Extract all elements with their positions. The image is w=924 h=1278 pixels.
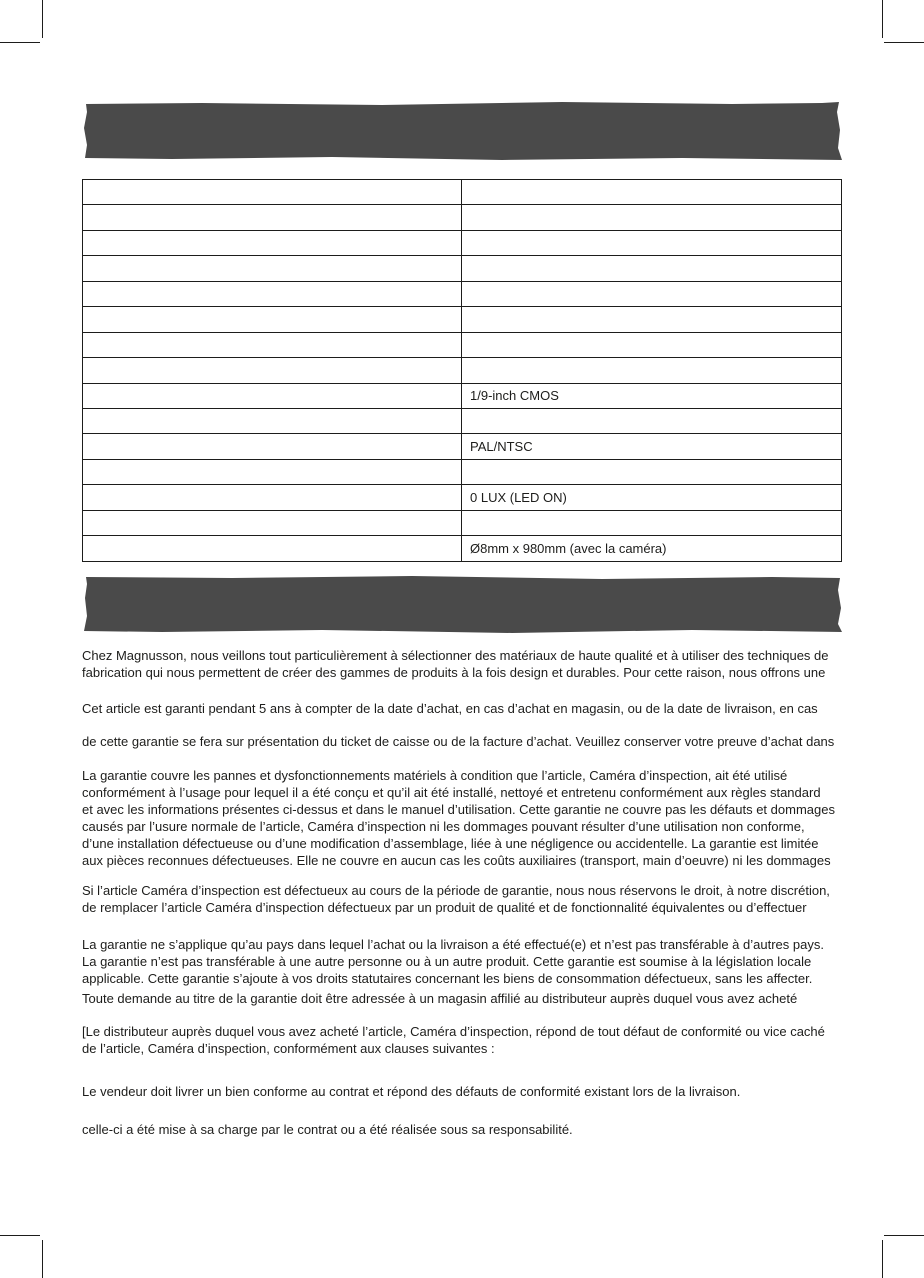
spec-value-cell — [462, 205, 842, 230]
spec-row — [83, 383, 842, 408]
warranty-line: et avec les informations présentes ci-dessus et dans le manuel d’utilisation. Cette garantie ne couvre pas les défauts et dommages — [82, 802, 835, 817]
crop-mark — [882, 1240, 883, 1278]
warranty-line: applicable. Cette garantie s’ajoute à vos droits statutaires concernant les biens de consommation défectueux, sans les affecter. — [82, 971, 813, 986]
spec-label-cell — [83, 358, 462, 383]
banner-brush-shape — [84, 576, 842, 633]
crop-mark — [884, 42, 924, 43]
spec-row — [83, 358, 842, 383]
warranty-paragraph — [82, 936, 842, 987]
warranty-line: de remplacer l’article Caméra d’inspection défectueux par un produit de qualité et de fonctionnalité équivalentes ou d’effectuer — [82, 900, 807, 915]
warranty-line: La garantie n’est pas transférable à une autre personne ou à un autre produit. Cette garantie est soumise à la législation locale — [82, 954, 812, 969]
banner-brush-shape — [84, 102, 842, 160]
spec-label-cell — [83, 332, 462, 357]
spec-label-cell — [83, 510, 462, 535]
spec-value-cell: 0 LUX (LED ON) — [462, 485, 842, 510]
spec-label-cell — [83, 307, 462, 332]
spec-value-cell: 1/9-inch CMOS — [462, 383, 842, 408]
crop-mark — [42, 0, 43, 38]
spec-value-cell — [462, 307, 842, 332]
specifications-banner — [82, 100, 844, 162]
spec-value-cell — [462, 180, 842, 205]
warranty-line: causés par l’usure normale de l’article, Caméra d’inspection ni les dommages pouvant résulter d’une utilisation non conforme, — [82, 819, 805, 834]
crop-mark — [0, 42, 40, 43]
warranty-line: de l’article, Caméra d’inspection, conformément aux clauses suivantes : — [82, 1041, 495, 1056]
spec-row — [83, 459, 842, 484]
spec-label-cell — [83, 536, 462, 561]
spec-label-cell — [83, 281, 462, 306]
spec-row — [83, 536, 842, 561]
warranty-line: La garantie ne s’applique qu’au pays dans lequel l’achat ou la livraison a été effectué(e) et n’est pas transférable à d’autres pays. — [82, 937, 824, 952]
spec-value-cell — [462, 510, 842, 535]
spec-value-cell — [462, 256, 842, 281]
spec-value-cell — [462, 358, 842, 383]
spec-row — [83, 281, 842, 306]
warranty-paragraph — [82, 1083, 842, 1100]
spec-label-cell — [83, 180, 462, 205]
warranty-paragraph — [82, 733, 842, 750]
warranty-line: La garantie couvre les pannes et dysfonctionnements matériels à condition que l’article, Caméra d’inspection, ait été utilisé — [82, 768, 788, 783]
spec-label-cell — [83, 256, 462, 281]
warranty-line: Le vendeur doit livrer un bien conforme au contrat et répond des défauts de conformité existant lors de la livraison. — [82, 1084, 741, 1099]
spec-value-cell — [462, 230, 842, 255]
warranty-paragraph — [82, 647, 842, 681]
spec-value-cell — [462, 332, 842, 357]
spec-label-cell — [83, 459, 462, 484]
warranty-paragraph — [82, 1023, 842, 1057]
warranty-line: Si l’article Caméra d’inspection est défectueux au cours de la période de garantie, nous nous réservons le droit, à notre discrétion, — [82, 883, 830, 898]
warranty-line: fabrication qui nous permettent de créer des gammes de produits à la fois design et durables. Pour cette raison, nous offrons une — [82, 665, 826, 680]
spec-value-cell — [462, 408, 842, 433]
spec-row — [83, 256, 842, 281]
spec-label-cell — [83, 230, 462, 255]
spec-row — [83, 307, 842, 332]
warranty-paragraph — [82, 1121, 842, 1138]
crop-mark — [0, 1235, 40, 1236]
spec-value-cell — [462, 459, 842, 484]
spec-label-cell — [83, 383, 462, 408]
warranty-line: aux pièces reconnues défectueuses. Elle ne couvre en aucun cas les coûts auxiliaires (transport, main d’oeuvre) ni les dommages — [82, 853, 831, 868]
spec-label-cell — [83, 205, 462, 230]
crop-mark — [882, 0, 883, 38]
warranty-banner — [82, 574, 844, 634]
specifications-table — [82, 179, 842, 562]
warranty-line: Cet article est garanti pendant 5 ans à compter de la date d’achat, en cas d’achat en magasin, ou de la date de livraison, en cas — [82, 701, 818, 716]
warranty-paragraph — [82, 700, 842, 717]
spec-row — [83, 510, 842, 535]
warranty-line: Toute demande au titre de la garantie doit être adressée à un magasin affilié au distributeur auprès duquel vous avez acheté — [82, 991, 798, 1006]
warranty-line: d’une installation défectueuse ou d’une modification d’assemblage, liée à une négligence ou accidentelle. La garantie est limitée — [82, 836, 819, 851]
spec-row — [83, 408, 842, 433]
spec-value-cell — [462, 281, 842, 306]
spec-row — [83, 434, 842, 459]
warranty-line: [Le distributeur auprès duquel vous avez acheté l’article, Caméra d’inspection, répond de tout défaut de conformité ou vice caché — [82, 1024, 825, 1039]
spec-row — [83, 230, 842, 255]
crop-mark — [884, 1235, 924, 1236]
spec-label-cell — [83, 485, 462, 510]
crop-mark — [42, 1240, 43, 1278]
warranty-paragraph — [82, 882, 842, 916]
spec-row — [83, 180, 842, 205]
warranty-line: Chez Magnusson, nous veillons tout particulièrement à sélectionner des matériaux de haute qualité et à utiliser des techniques de — [82, 648, 829, 663]
warranty-paragraph — [82, 767, 842, 869]
spec-value-cell: PAL/NTSC — [462, 434, 842, 459]
spec-row — [83, 485, 842, 510]
spec-value-cell: Ø8mm x 980mm (avec la caméra) — [462, 536, 842, 561]
warranty-line: celle-ci a été mise à sa charge par le contrat ou a été réalisée sous sa responsabilité. — [82, 1122, 573, 1137]
warranty-paragraph — [82, 990, 842, 1007]
spec-row — [83, 205, 842, 230]
spec-row — [83, 332, 842, 357]
warranty-line: conformément à l’usage pour lequel il a été conçu et qu’il ait été installé, nettoyé et entretenu conformément aux règles standard — [82, 785, 821, 800]
spec-label-cell — [83, 434, 462, 459]
spec-label-cell — [83, 408, 462, 433]
warranty-line: de cette garantie se fera sur présentation du ticket de caisse ou de la facture d’achat. Veuillez conserver votre preuve d’achat dans — [82, 734, 835, 749]
